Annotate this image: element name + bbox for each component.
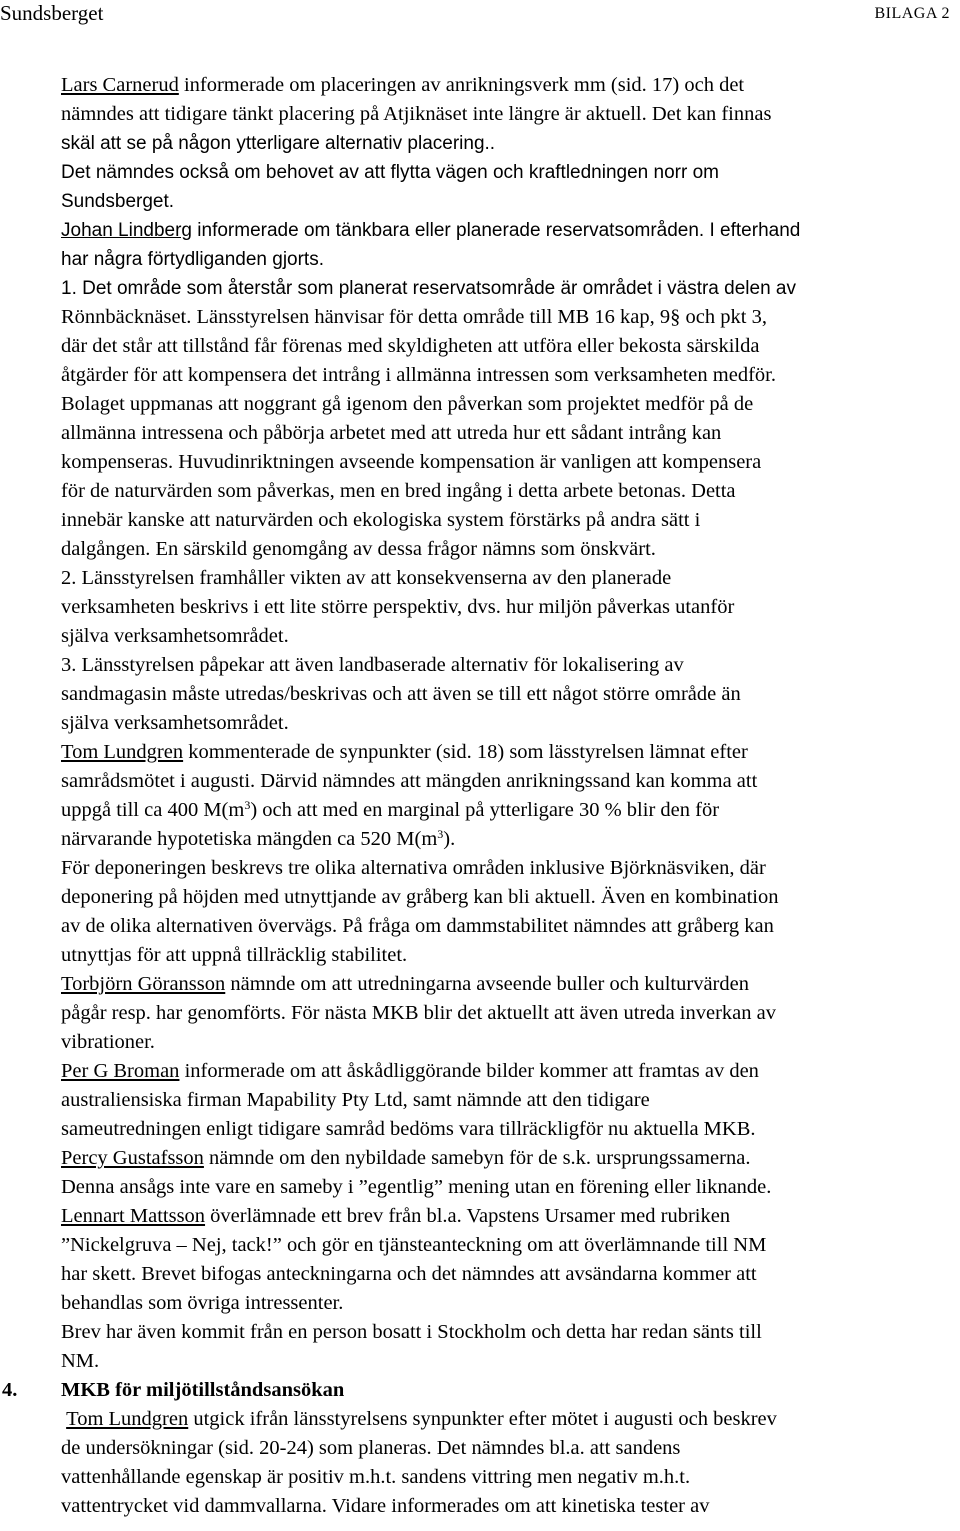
- superscript: 3: [437, 827, 444, 841]
- text-line: Bolaget uppmanas att noggrant gå igenom den påverkan som projektet medför på de: [61, 393, 754, 415]
- page-header: [0, 0, 960, 32]
- text-line: nämndes att tidigare tänkt placering på Atjiknäset inte längre är aktuell. Det kan finnas: [61, 103, 772, 125]
- speaker-name: Lars Carnerud: [61, 74, 179, 96]
- speaker-name: Per G Broman: [61, 1060, 180, 1082]
- speaker-name: Tom Lundgren: [61, 741, 184, 763]
- text-line: Rönnbäcknäset. Länsstyrelsen hänvisar för detta område till MB 16 kap, 9§ och pkt 3,: [61, 306, 767, 328]
- text-line: pågår resp. har genomförts. För nästa MKB blir det aktuellt att även utreda inverkan av: [61, 1002, 776, 1024]
- text-line: innebär kanske att naturvärden och ekologiska system förstärks på andra sätt i: [61, 509, 701, 531]
- text-line: deponering på höjden med utnyttjande av gråberg kan bli aktuell. Även en kombination: [61, 886, 779, 908]
- text-line: skäl att se på någon ytterligare alternativ placering..: [61, 133, 496, 154]
- text-line: kompenseras. Huvudinriktningen avseende kompensation är vanligen att kompensera: [61, 451, 762, 473]
- text-line: Tom Lundgren utgick ifrån länsstyrelsens synpunkter efter mötet i augusti och beskrev: [66, 1408, 777, 1430]
- speaker-name: Percy Gustafsson: [61, 1147, 204, 1169]
- text-line: har skett. Brevet bifogas anteckningarna och det nämndes att avsändarna kommer att: [61, 1263, 757, 1285]
- text-line: allmänna intressena och påbörja arbetet med att utreda hur ett sådant intrång kan: [61, 422, 722, 444]
- text-line: 2. Länsstyrelsen framhåller vikten av att konsekvenserna av den planerade: [61, 567, 672, 589]
- text-line: NM.: [61, 1350, 100, 1372]
- text-line: för de naturvärden som påverkas, men en bred ingång i detta arbete betonas. Detta: [61, 480, 736, 502]
- text-line: Det nämndes också om behovet av att flytta vägen och kraftledningen norr om: [61, 162, 719, 183]
- text-line: verksamheten beskrivs i ett lite större perspektiv, dvs. hur miljön påverkas utanför: [61, 596, 735, 618]
- header-attachment-label: BILAGA 2: [874, 5, 950, 22]
- text-line: vibrationer.: [61, 1031, 155, 1053]
- text-line: behandlas som övriga intressenter.: [61, 1292, 344, 1314]
- section-number: 4.: [2, 1379, 18, 1401]
- text-line: Lars Carnerud informerade om placeringen av anrikningsverk mm (sid. 17) och det: [61, 74, 745, 96]
- speaker-name: Tom Lundgren: [66, 1408, 189, 1430]
- text-line: Sundsberget.: [61, 191, 175, 212]
- text-line: själva verksamhetsområdet.: [61, 712, 289, 734]
- text-line: vattentrycket vid dammvallarna. Vidare informerades om att kinetiska tester av: [61, 1495, 710, 1517]
- text-line: där det står att tillstånd får förenas med skyldigheten att utföra eller bekosta särskilda: [61, 335, 760, 357]
- text-line: sandmagasin måste utredas/beskrivas och att även se till ett något större område än: [61, 683, 741, 705]
- text-line: Johan Lindberg informerade om tänkbara eller planerade reservatsområden. I efterhand: [61, 220, 801, 241]
- text-line: Per G Broman informerade om att åskådliggörande bilder kommer att framtas av den: [61, 1060, 759, 1082]
- text-line: Lennart Mattsson överlämnade ett brev från bl.a. Vapstens Ursamer med rubriken: [61, 1205, 731, 1227]
- speaker-name: Lennart Mattsson: [61, 1205, 206, 1227]
- text-line: själva verksamhetsområdet.: [61, 625, 289, 647]
- text-line: Brev har även kommit från en person bosatt i Stockholm och detta har redan sänts till: [61, 1321, 762, 1343]
- text-line: dalgången. En särskild genomgång av dessa frågor nämns som önskvärt.: [61, 538, 656, 560]
- speaker-name: Torbjörn Göransson: [61, 973, 226, 995]
- text-line: samrådsmötet i augusti. Därvid nämndes att mängden anrikningssand kan komma att: [61, 770, 758, 792]
- text-line: 3. Länsstyrelsen påpekar att även landbaserade alternativ för lokalisering av: [61, 654, 684, 676]
- text-line: Denna ansågs inte vare en sameby i ”egentlig” mening utan en förening eller liknande.: [61, 1176, 772, 1198]
- text-line: har några förtydliganden gjorts.: [61, 249, 324, 270]
- text-line: Torbjörn Göransson nämnde om att utredningarna avseende buller och kulturvärden: [61, 973, 749, 995]
- text-line: de undersökningar (sid. 20-24) som planeras. Det nämndes bl.a. att sandens: [61, 1437, 681, 1459]
- section-title: MKB för miljötillståndsansökan: [61, 1379, 345, 1401]
- text-line: vattenhållande egenskap är positiv m.h.t. sandens vittring men negativ m.h.t.: [61, 1466, 691, 1488]
- document-body: [2, 71, 951, 1521]
- text-line: av de olika alternativen övervägs. På fråga om dammstabilitet nämndes att gråberg kan: [61, 915, 774, 937]
- text-line: 1. Det område som återstår som planerat reservatsområde är området i västra delen av: [61, 278, 796, 299]
- text-line: ”Nickelgruva – Nej, tack!” och gör en tjänsteanteckning om att överlämnande till NM: [61, 1234, 767, 1256]
- header-title: Sundsberget: [0, 1, 104, 25]
- text-line: För deponeringen beskrevs tre olika alternativa områden inklusive Björknäsviken, där: [61, 857, 766, 879]
- text-line: australiensiska firman Mapability Pty Ltd, samt nämnde att den tidigare: [61, 1089, 650, 1111]
- text-line: Percy Gustafsson nämnde om den nybildade samebyn för de s.k. ursprungssamerna.: [61, 1147, 751, 1169]
- section-4: [2, 1376, 951, 1521]
- text-line: närvarande hypotetiska mängden ca 520 $M(m^3)$.: [61, 827, 456, 850]
- text-line: Tom Lundgren kommenterade de synpunkter (sid. 18) som lässtyrelsen lämnat efter: [61, 741, 748, 763]
- text-line: åtgärder för att kompensera det intrång i allmänna intressen som verksamheten medför.: [61, 364, 776, 386]
- text-line: sameutredningen enligt tidigare samråd bedöms vara tillräckligför nu aktuella MKB.: [61, 1118, 756, 1140]
- superscript: 3: [244, 798, 251, 812]
- text-line: uppgå till ca 400 $M(m^3)$ och att med en marginal på ytterligare 30 % blir den för: [61, 798, 720, 821]
- text-line: utnyttjas för att uppnå tillräcklig stabilitet.: [61, 944, 408, 966]
- speaker-name: Johan Lindberg: [61, 220, 192, 241]
